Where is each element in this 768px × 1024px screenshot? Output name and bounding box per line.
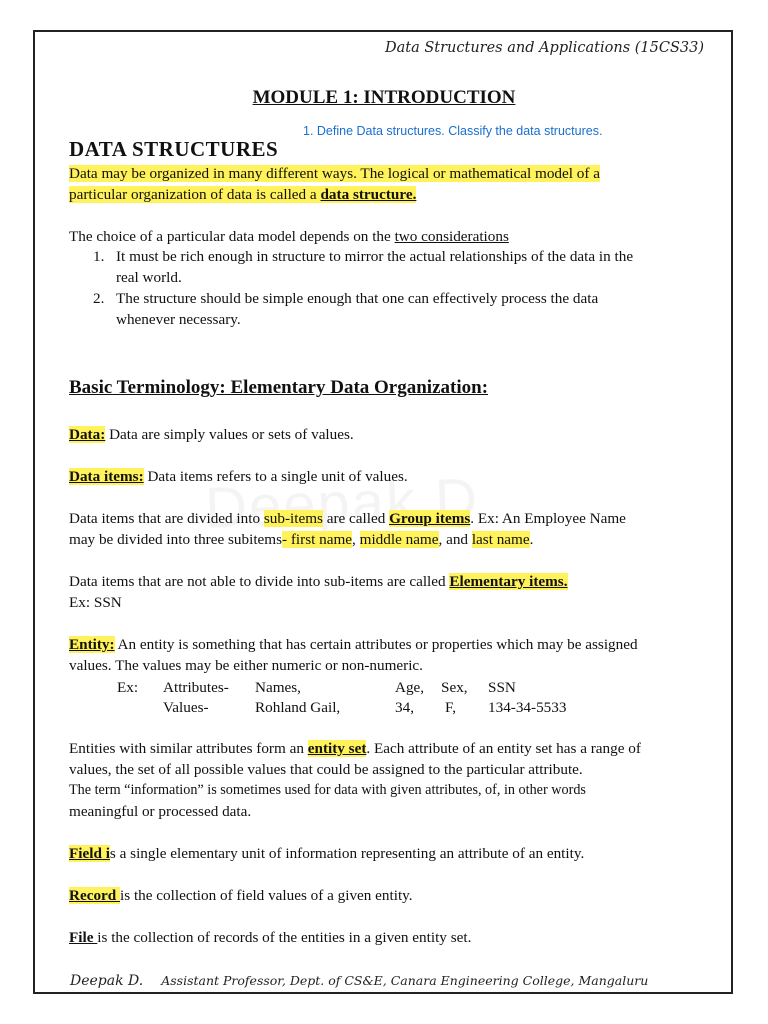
list-item: It must be rich enough in structure to mirror the actual relationships of the data in the [116,248,634,265]
course-header: Data Structures and Applications (15CS33) [384,40,704,56]
term-group-items: Group items [389,510,471,527]
example-cell: Age, [395,679,425,696]
file-definition: File is the collection of records of the entities in a given entity set. [69,929,472,946]
term-record: Record [69,887,121,904]
list-item-continued: real world. [116,269,182,286]
elementary-items-line: Data items that are not able to divide into sub-items are called Elementary items. [69,573,568,590]
two-considerations: two considerations [394,228,509,245]
example-cell: Sex, [441,679,468,696]
elementary-example: Ex: SSN [69,594,122,611]
example-cell: Names, [255,679,301,696]
definition-line-1: Data may be organized in many different ways. The logical or mathematical model of a [69,165,600,182]
data-definition: Data: Data are simply values or sets of values. [69,426,354,443]
group-items-line-1: Data items that are divided into sub-items are called Group items. Ex: An Employee Name [69,510,626,527]
choice-line: The choice of a particular data model depends on the two considerations [69,228,509,245]
list-item-number: 1. [93,248,105,265]
term-data: Data: [69,426,106,443]
field-definition: Field is a single elementary unit of information representing an attribute of an entity. [69,845,585,862]
term-elementary-items: Elementary items. [449,573,568,590]
entity-line-2: values. The values may be either numeric or non-numeric. [69,657,423,674]
information-line-1: The term “information” is sometimes used for data with given attributes, of, in other words [69,782,586,798]
author-affiliation: Assistant Professor, Dept. of CS&E, Canara Engineering College, Mangaluru [161,973,649,988]
example-cell: 34, [395,699,414,716]
example-cell: SSN [488,679,516,696]
information-line-2: meaningful or processed data. [69,803,252,820]
example-label: Ex: [117,679,139,696]
group-items-line-2: may be divided into three subitems- first name, middle name, and last name. [69,531,534,548]
entity-line-1: Entity: An entity is something that has certain attributes or properties which may be assigned [69,636,638,653]
module-title: MODULE 1: INTRODUCTION [252,87,516,108]
entity-set-line-1: Entities with similar attributes form an entity set. Each attribute of an entity set has a range of [69,740,641,757]
example-cell: F, [445,699,457,716]
section-heading-data-structures: DATA STRUCTURES [69,137,279,161]
data-items-definition: Data items: Data items refers to a single unit of values. [69,468,408,485]
term-data-items: Data items: [69,468,144,485]
term-file: File [69,929,98,946]
author-name: Deepak D. [70,973,144,989]
example-cell: Attributes- [163,679,229,696]
list-item-continued: whenever necessary. [116,311,241,328]
term-entity-set: entity set [307,740,367,757]
entity-set-line-2: values, the set of all possible values that could be assigned to the particular attribute. [69,761,583,778]
term-data-structure: data structure. [320,186,417,203]
section-heading-basic-terminology: Basic Terminology: Elementary Data Organization: [69,377,489,398]
page-footer [70,973,710,989]
example-cell: Values- [163,699,209,716]
example-cell: 134-34-5533 [488,699,567,716]
example-cell: Rohland Gail, [255,699,341,716]
record-definition: Record is the collection of field values of a given entity. [69,887,413,904]
definition-line-2: particular organization of data is called a data structure. [69,186,417,203]
term-entity: Entity: [69,636,115,653]
question-note: 1. Define Data structures. Classify the data structures. [303,124,603,138]
list-item-number: 2. [93,290,105,307]
term-field: Field i [69,845,110,862]
list-item: The structure should be simple enough that one can effectively process the data [116,290,599,307]
